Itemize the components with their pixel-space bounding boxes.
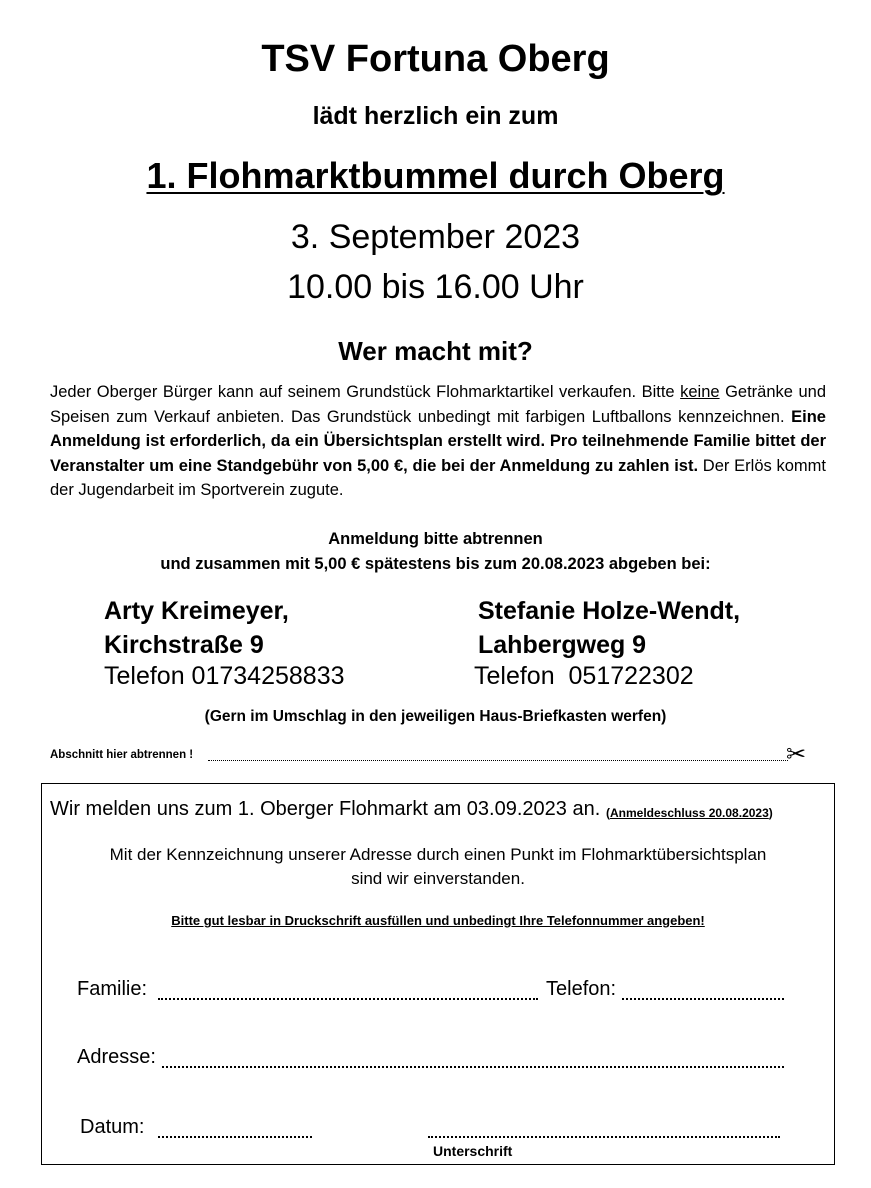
contact-2 [478, 594, 740, 662]
cut-line [208, 760, 788, 761]
intro-text-2: Getränke und Speisen zum Verkauf anbieten. Das Grundstück unbedingt mit farbigen Luftballons kennzeichnen. [50, 383, 826, 426]
intro-text-1: Jeder Oberger Bürger kann auf seinem Grundstück Flohmarktartikel verkaufen. Bitte [50, 383, 681, 401]
intro-paragraph [50, 380, 826, 503]
deadline-text: Anmeldeschluss 20.08.2023 [610, 806, 769, 820]
question-heading: Wer macht mit? [338, 336, 533, 366]
event-title-text: 1. Flohmarktbummel durch Oberg [146, 155, 725, 196]
contact-2-name: Stefanie Holze-Wendt, [478, 597, 741, 625]
phone-label: Telefon: [546, 978, 617, 1000]
legible-note [41, 913, 835, 928]
intro-bold: Eine Anmeldung ist erforderlich, da ein Übersichtsplan erstellt wird. Pro teilnehmende Familie bittet der Veranstalter um eine Standgebühr von 5,00 €, die bei der Anmeldung zu zahlen ist. [50, 407, 826, 475]
submission-line-2: und zusammen mit 5,00 € spätestens bis zum 20.08.2023 abgeben bei: [160, 555, 711, 573]
date-field[interactable] [158, 1136, 312, 1138]
intro-underline: keine [680, 383, 720, 401]
consent-text [41, 843, 835, 891]
contact-2-phone: Telefon 051722302 [474, 662, 694, 690]
contact-2-street: Lahbergweg 9 [478, 631, 647, 659]
registration-form-box [41, 783, 835, 1165]
date-label: Datum: [80, 1116, 145, 1138]
contact-1-name: Arty Kreimeyer, [104, 597, 289, 625]
contact-1 [104, 594, 289, 662]
cut-label: Abschnitt hier abtrennen ! [50, 749, 194, 761]
deadline-close: ) [768, 806, 773, 820]
signature-label: Unterschrift [433, 1143, 513, 1159]
club-title: TSV Fortuna Oberg [261, 38, 610, 80]
signature-field[interactable] [428, 1136, 780, 1138]
consent-line-1: Mit der Kennzeichnung unserer Adresse durch einen Punkt im Flohmarktübersichtsplan [109, 845, 767, 864]
contact-1-phone: Telefon 01734258833 [104, 662, 345, 690]
legible-note-text: Bitte gut lesbar in Druckschrift ausfüllen und unbedingt Ihre Telefonnummer angeben! [171, 913, 705, 928]
intro-text-4: Der Erlös kommt der Jugendarbeit im Sportverein zugute. [50, 456, 826, 499]
address-field[interactable] [162, 1066, 784, 1068]
event-date: 3. September 2023 [290, 218, 581, 256]
invite-line: lädt herzlich ein zum [312, 102, 559, 130]
scissors-icon: ✂ [786, 741, 807, 768]
event-title [0, 155, 871, 197]
envelope-note: (Gern im Umschlag in den jeweiligen Haus-Briefkasten werfen) [204, 708, 667, 725]
deadline-open: ( [606, 806, 610, 820]
address-label: Adresse: [77, 1046, 156, 1068]
deadline-note [606, 806, 773, 820]
consent-line-2: sind wir einverstanden. [351, 869, 525, 888]
submission-line-1: Anmeldung bitte abtrennen [328, 530, 543, 548]
family-field[interactable] [158, 998, 538, 1000]
family-label: Familie: [77, 978, 148, 1000]
event-time: 10.00 bis 16.00 Uhr [287, 268, 584, 306]
contact-1-street: Kirchstraße 9 [104, 631, 264, 659]
phone-field[interactable] [622, 998, 784, 1000]
registration-statement: Wir melden uns zum 1. Oberger Flohmarkt am 03.09.2023 an. [50, 798, 601, 820]
